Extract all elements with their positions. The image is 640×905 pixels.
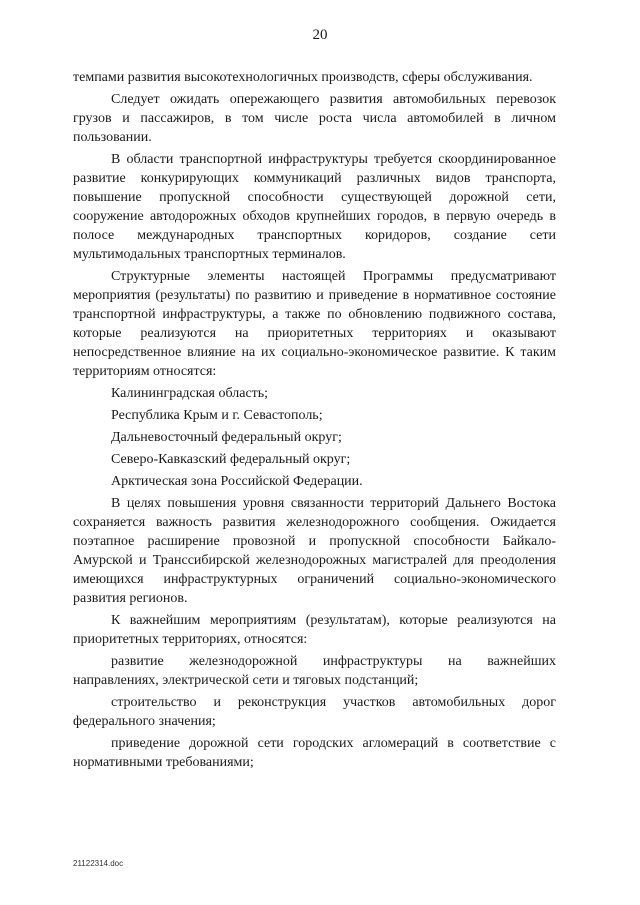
paragraph: приведение дорожной сети городских агломераций в соответствие с нормативными требованиями; <box>73 736 556 770</box>
paragraph: темпами развития высокотехнологичных производств, сферы обслуживания. <box>73 70 533 85</box>
document-filename: 21122314.doc <box>73 859 124 868</box>
paragraph: К важнейшим мероприятиям (результатам), которые реализуются на приоритетных территориях, относятся: <box>73 613 556 647</box>
territory-item: Арктическая зона Российской Федерации. <box>111 474 363 489</box>
paragraph: развитие железнодорожной инфраструктуры на важнейших направлениях, электрической сети и тяговых подстанций; <box>73 654 556 688</box>
paragraph: Структурные элементы настоящей Программы предусматривают мероприятия (результаты) по развитию и приведение в нормативное состояние транспортной инфраструктуры, а также по обновлению подвижного состава, которые реализуются на приоритетных территориях и оказывают непосредственное влияние на их социально-экономическое развитие. К таким территориям относятся: <box>73 269 556 379</box>
paragraph: В области транспортной инфраструктуры требуется скоординированное развитие конкурирующих коммуникаций различных видов транспорта, повышение пропускной способности существующей дорожной сети, сооружение автодорожных обходов крупнейших городов, в первую очередь в полосе международных транспортных коридоров, создание сети мультимодальных транспортных терминалов. <box>73 152 556 262</box>
paragraph: В целях повышения уровня связанности территорий Дальнего Востока сохраняется важность развития железнодорожного сообщения. Ожидается поэтапное расширение провозной и пропускной способности Байкало-Амурской и Транссибирской железнодорожных магистралей для преодоления имеющихся инфраструктурных ограничений социально-экономического развития регионов. <box>73 496 556 606</box>
paragraph: Следует ожидать опережающего развития автомобильных перевозок грузов и пассажиров, в том числе роста числа автомобилей в личном пользовании. <box>73 92 556 145</box>
paragraph: строительство и реконструкция участков автомобильных дорог федерального значения; <box>73 695 556 729</box>
territory-item: Республика Крым и г. Севастополь; <box>111 408 323 423</box>
territory-item: Северо-Кавказский федеральный округ; <box>111 452 351 467</box>
document-body <box>73 68 556 775</box>
territory-item: Дальневосточный федеральный округ; <box>111 430 342 445</box>
page-number: 20 <box>312 27 328 43</box>
territory-item: Калининградская область; <box>111 386 269 401</box>
